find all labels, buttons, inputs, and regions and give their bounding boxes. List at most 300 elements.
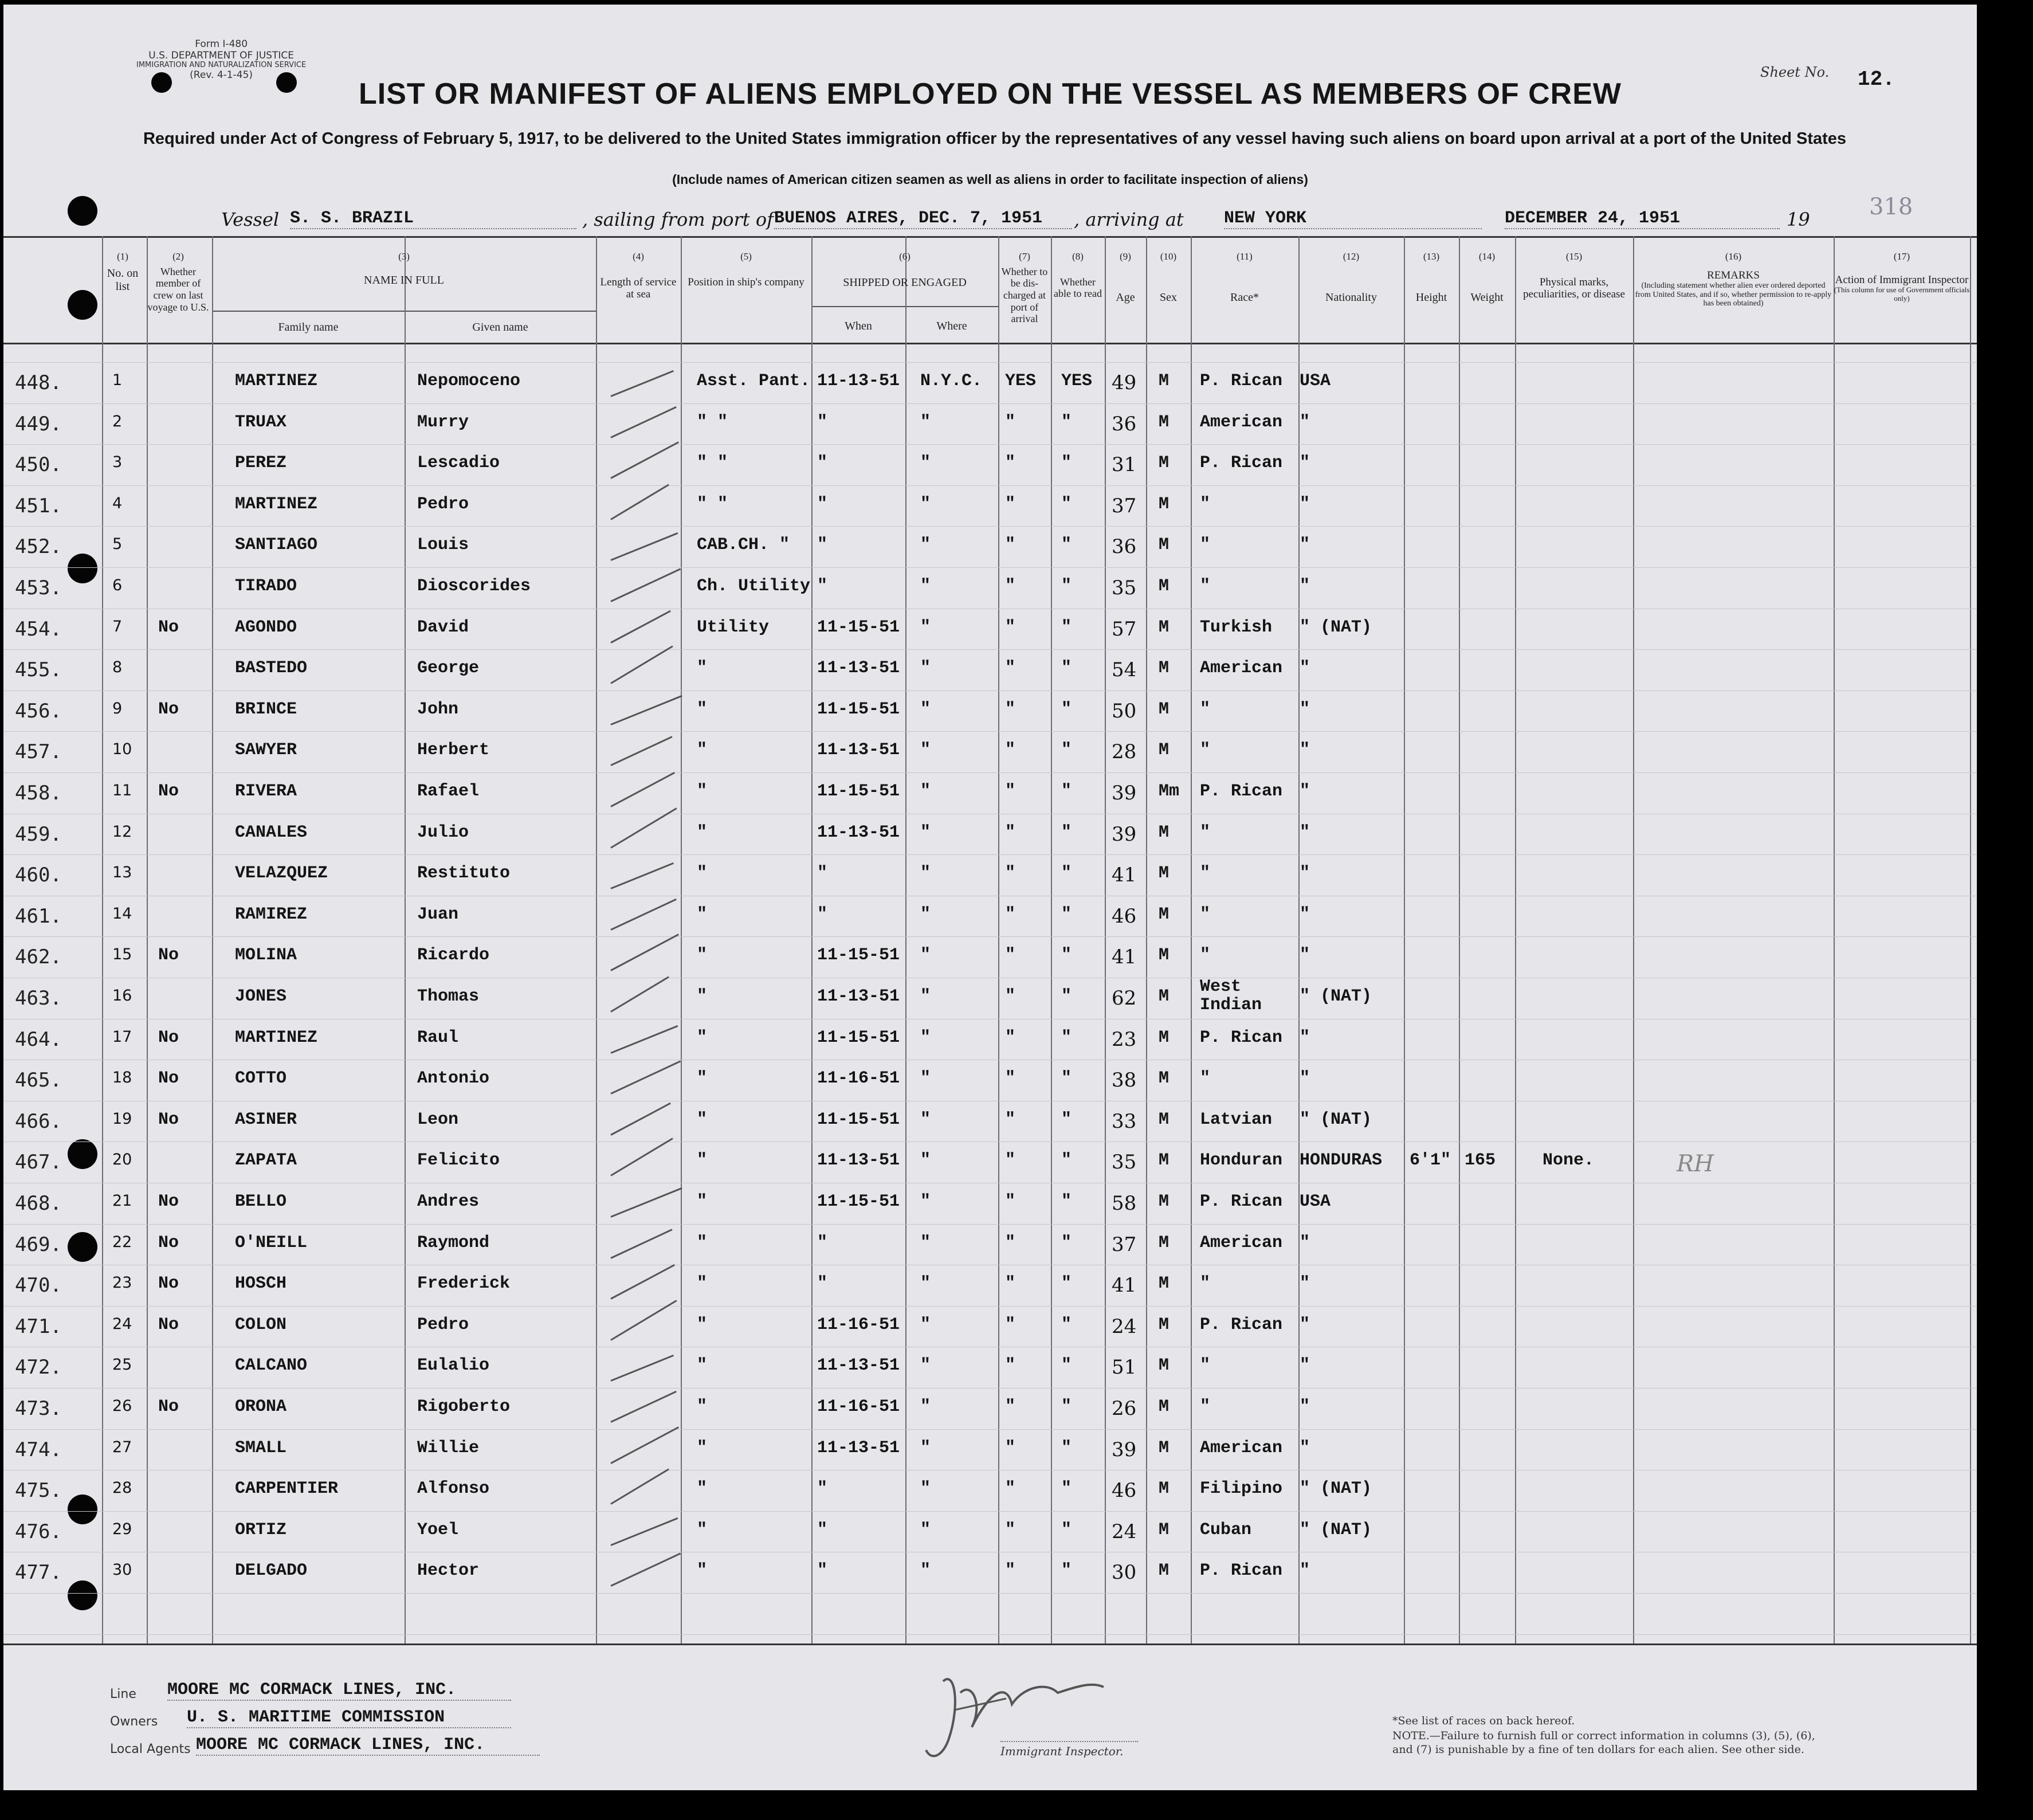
cell-line-number: 467. bbox=[15, 1151, 62, 1174]
cell-family-name: RIVERA bbox=[235, 782, 297, 801]
cell-discharged: " bbox=[1005, 1438, 1016, 1458]
cell-given-name: Yoel bbox=[417, 1520, 459, 1540]
row-rule bbox=[3, 1429, 1977, 1430]
pencil-check-mark bbox=[610, 532, 678, 561]
cell-weight: 165 bbox=[1465, 1151, 1496, 1170]
cell-nationality: " bbox=[1300, 1069, 1310, 1088]
cell-given-name: Raul bbox=[417, 1028, 459, 1048]
cell-line-number: 475. bbox=[15, 1479, 62, 1502]
cell-position: " " bbox=[697, 453, 728, 473]
cell-sex: M bbox=[1159, 576, 1169, 596]
cell-discharged: " bbox=[1005, 1397, 1016, 1417]
cell-age: 26 bbox=[1112, 1397, 1137, 1420]
cell-line-number: 466. bbox=[15, 1110, 62, 1133]
cell-sex: M bbox=[1159, 1520, 1169, 1540]
cell-able-to-read: " bbox=[1061, 1233, 1072, 1253]
cell-line-number: 471. bbox=[15, 1315, 62, 1338]
cell-nationality: HONDURAS bbox=[1300, 1151, 1383, 1170]
cell-age: 46 bbox=[1112, 1479, 1137, 1502]
cell-age: 36 bbox=[1112, 535, 1137, 558]
cell-given-name: Lescadio bbox=[417, 453, 500, 473]
form-department: U.S. DEPARTMENT OF JUSTICE bbox=[148, 49, 294, 61]
cell-position: " bbox=[697, 1397, 708, 1417]
column-rule bbox=[1633, 236, 1634, 1644]
cell-position: " bbox=[697, 905, 708, 924]
cell-shipped-where: " bbox=[920, 1069, 931, 1088]
cell-shipped-when: 11-15-51 bbox=[817, 782, 900, 801]
cell-sex: M bbox=[1159, 1438, 1169, 1458]
cell-given-name: Herbert bbox=[417, 740, 490, 760]
row-rule bbox=[3, 1224, 1977, 1225]
cell-previous-voyage: No bbox=[158, 1233, 179, 1253]
header-weight: (14) Weight bbox=[1470, 251, 1504, 304]
cell-age: 41 bbox=[1112, 864, 1137, 887]
cell-list-number: 19 bbox=[112, 1110, 132, 1128]
cell-line-number: 465. bbox=[15, 1069, 62, 1092]
cell-discharged: " bbox=[1005, 1356, 1016, 1375]
cell-age: 36 bbox=[1112, 413, 1137, 436]
cell-age: 50 bbox=[1112, 700, 1137, 723]
cell-shipped-when: 11-15-51 bbox=[817, 700, 900, 719]
cell-given-name: Leon bbox=[417, 1110, 459, 1129]
cell-height: 6'1" bbox=[1410, 1151, 1451, 1170]
header-discharged: (7) Whether to be dis-charged at port of arrival bbox=[1001, 251, 1048, 325]
cell-shipped-when: " bbox=[817, 1233, 828, 1253]
cell-list-number: 7 bbox=[112, 618, 123, 636]
cell-given-name: Rafael bbox=[417, 782, 480, 801]
cell-position: Asst. Pant. bbox=[697, 371, 811, 391]
cell-discharged: " bbox=[1005, 740, 1016, 760]
sheet-label: Sheet No. bbox=[1760, 64, 1830, 80]
cell-sex: M bbox=[1159, 1315, 1169, 1335]
cell-nationality: " bbox=[1300, 1028, 1310, 1048]
cell-line-number: 463. bbox=[15, 987, 62, 1010]
cell-list-number: 28 bbox=[112, 1479, 132, 1497]
cell-sex: M bbox=[1159, 864, 1169, 883]
cell-able-to-read: " bbox=[1061, 535, 1072, 555]
column-rule bbox=[1191, 236, 1192, 1644]
cell-line-number: 476. bbox=[15, 1520, 62, 1543]
cell-family-name: HOSCH bbox=[235, 1274, 287, 1293]
cell-list-number: 16 bbox=[112, 987, 132, 1005]
cell-race: P. Rican bbox=[1200, 1315, 1283, 1335]
cell-sex: M bbox=[1159, 1479, 1169, 1499]
cell-race: American bbox=[1200, 1233, 1283, 1253]
cell-sex: M bbox=[1159, 1192, 1169, 1211]
cell-discharged: " bbox=[1005, 576, 1016, 596]
cell-family-name: PEREZ bbox=[235, 453, 287, 473]
form-number: Form I-480 bbox=[195, 38, 248, 50]
cell-shipped-when: 11-13-51 bbox=[817, 740, 900, 760]
cell-family-name: TRUAX bbox=[235, 413, 287, 432]
cell-discharged: YES bbox=[1005, 371, 1037, 391]
cell-shipped-where: " bbox=[920, 946, 931, 965]
cell-shipped-when: " bbox=[817, 1479, 828, 1499]
cell-discharged: " bbox=[1005, 782, 1016, 801]
cell-position: " bbox=[697, 864, 708, 883]
cell-line-number: 469. bbox=[15, 1233, 62, 1256]
cell-family-name: O'NEILL bbox=[235, 1233, 308, 1253]
cell-race: P. Rican bbox=[1200, 1192, 1283, 1211]
cell-line-number: 464. bbox=[15, 1028, 62, 1051]
cell-list-number: 13 bbox=[112, 864, 132, 881]
cell-given-name: Pedro bbox=[417, 1315, 469, 1335]
header-inspector-action: (17) Action of Immigrant Inspector (This column for use of Government officials only) bbox=[1834, 251, 1970, 303]
cell-nationality: " bbox=[1300, 1274, 1310, 1293]
cell-shipped-where: " bbox=[920, 576, 931, 596]
cell-shipped-where: " bbox=[920, 1479, 931, 1499]
cell-shipped-where: " bbox=[920, 1438, 931, 1458]
header-length-of-service: (4) Length of service at sea bbox=[600, 251, 677, 301]
header-nationality: (12) Nationality bbox=[1325, 251, 1377, 304]
cell-list-number: 29 bbox=[112, 1520, 132, 1538]
cell-list-number: 6 bbox=[112, 576, 123, 594]
cell-list-number: 12 bbox=[112, 823, 132, 841]
cell-able-to-read: " bbox=[1061, 1315, 1072, 1335]
cell-given-name: Juan bbox=[417, 905, 459, 924]
cell-able-to-read: " bbox=[1061, 495, 1072, 514]
cell-previous-voyage: No bbox=[158, 782, 179, 801]
cell-family-name: ORTIZ bbox=[235, 1520, 287, 1540]
cell-line-number: 456. bbox=[15, 700, 62, 723]
cell-position: " bbox=[697, 700, 708, 719]
cell-age: 57 bbox=[1112, 618, 1137, 641]
cell-age: 46 bbox=[1112, 905, 1137, 928]
cell-nationality: " bbox=[1300, 1233, 1310, 1253]
pencil-check-mark bbox=[610, 899, 676, 931]
cell-age: 24 bbox=[1112, 1315, 1137, 1338]
cell-able-to-read: " bbox=[1061, 782, 1072, 801]
cell-sex: M bbox=[1159, 1561, 1169, 1580]
column-rule bbox=[998, 236, 999, 1644]
cell-able-to-read: YES bbox=[1061, 371, 1093, 391]
cell-list-number: 15 bbox=[112, 946, 132, 963]
column-rule bbox=[1404, 236, 1405, 1644]
column-rule bbox=[596, 236, 597, 1644]
stamp-number: 318 bbox=[1869, 194, 1913, 220]
cell-shipped-when: 11-15-51 bbox=[817, 1028, 900, 1048]
row-rule bbox=[3, 936, 1977, 937]
cell-given-name: Felicito bbox=[417, 1151, 500, 1170]
cell-given-name: John bbox=[417, 700, 459, 719]
cell-nationality: " (NAT) bbox=[1300, 618, 1372, 637]
cell-list-number: 4 bbox=[112, 495, 123, 512]
footnote-penalty: NOTE.—Failure to furnish full or correct information in columns (3), (5), (6), and (7) is punishable by a fine of ten dollars for each alien. See other side. bbox=[1392, 1729, 1815, 1756]
cell-able-to-read: " bbox=[1061, 1520, 1072, 1540]
cell-sex: M bbox=[1159, 1028, 1169, 1048]
cell-line-number: 458. bbox=[15, 782, 62, 805]
cell-line-number: 448. bbox=[15, 371, 62, 394]
column-rule bbox=[1834, 236, 1835, 1644]
cell-shipped-where: " bbox=[920, 905, 931, 924]
cell-sex: M bbox=[1159, 700, 1169, 719]
cell-discharged: " bbox=[1005, 1274, 1016, 1293]
cell-sex: M bbox=[1159, 535, 1169, 555]
cell-able-to-read: " bbox=[1061, 1397, 1072, 1417]
cell-race: " bbox=[1200, 864, 1211, 883]
cell-family-name: DELGADO bbox=[235, 1561, 308, 1580]
column-rule bbox=[147, 236, 148, 1644]
cell-shipped-where: " bbox=[920, 535, 931, 555]
header-physical-marks: (15) Physical marks, peculiarities, or disease bbox=[1523, 251, 1625, 301]
binder-hole bbox=[68, 1580, 97, 1610]
row-rule bbox=[3, 485, 1977, 486]
cell-race: Filipino bbox=[1200, 1479, 1283, 1499]
cell-nationality: " bbox=[1300, 453, 1310, 473]
cell-race: " bbox=[1200, 905, 1211, 924]
cell-list-number: 9 bbox=[112, 700, 123, 717]
cell-line-number: 474. bbox=[15, 1438, 62, 1461]
cell-shipped-when: " bbox=[817, 1274, 828, 1293]
cell-age: 35 bbox=[1112, 576, 1137, 599]
cell-age: 30 bbox=[1112, 1561, 1137, 1584]
column-rule bbox=[1051, 236, 1052, 1644]
cell-race: " bbox=[1200, 1397, 1211, 1417]
cell-shipped-where: " bbox=[920, 1151, 931, 1170]
cell-family-name: ASINER bbox=[235, 1110, 297, 1129]
cell-shipped-when: " bbox=[817, 453, 828, 473]
cell-discharged: " bbox=[1005, 1151, 1016, 1170]
header-sex: (10) Sex bbox=[1160, 251, 1177, 304]
cell-shipped-when: 11-13-51 bbox=[817, 1438, 900, 1458]
cell-family-name: BELLO bbox=[235, 1192, 287, 1211]
cell-able-to-read: " bbox=[1061, 740, 1072, 760]
cell-nationality: " (NAT) bbox=[1300, 1479, 1372, 1499]
cell-position: " bbox=[697, 1438, 708, 1458]
cell-list-number: 21 bbox=[112, 1192, 132, 1210]
cell-family-name: MOLINA bbox=[235, 946, 297, 965]
column-rule bbox=[1970, 236, 1971, 1644]
cell-list-number: 22 bbox=[112, 1233, 132, 1251]
cell-sex: M bbox=[1159, 1110, 1169, 1129]
arriving-at: NEW YORK bbox=[1224, 209, 1482, 229]
cell-shipped-where: " bbox=[920, 1520, 931, 1540]
footer-agents-value: MOORE MC CORMACK LINES, INC. bbox=[196, 1735, 540, 1756]
cell-shipped-where: " bbox=[920, 740, 931, 760]
cell-discharged: " bbox=[1005, 413, 1016, 432]
cell-position: Utility bbox=[697, 618, 770, 637]
table-top-rule bbox=[3, 236, 1977, 238]
cell-shipped-when: " bbox=[817, 1561, 828, 1580]
cell-position: " bbox=[697, 1356, 708, 1375]
cell-discharged: " bbox=[1005, 1069, 1016, 1088]
cell-nationality: " (NAT) bbox=[1300, 1110, 1372, 1129]
table-header-rule bbox=[3, 343, 1977, 344]
cell-position: " " bbox=[697, 495, 728, 514]
cell-race: American bbox=[1200, 413, 1283, 432]
cell-age: 39 bbox=[1112, 1438, 1137, 1461]
cell-shipped-where: " bbox=[920, 618, 931, 637]
cell-shipped-when: " bbox=[817, 864, 828, 883]
form-id-block bbox=[136, 39, 306, 81]
arrival-date: DECEMBER 24, 1951 bbox=[1505, 209, 1780, 229]
cell-previous-voyage: No bbox=[158, 1315, 179, 1335]
cell-line-number: 451. bbox=[15, 495, 62, 517]
cell-position: " bbox=[697, 946, 708, 965]
cell-age: 39 bbox=[1112, 782, 1137, 805]
cell-age: 37 bbox=[1112, 495, 1137, 517]
column-rule bbox=[811, 236, 813, 1644]
cell-list-number: 26 bbox=[112, 1397, 132, 1415]
cell-sex: M bbox=[1159, 905, 1169, 924]
row-rule bbox=[3, 772, 1977, 773]
cell-line-number: 472. bbox=[15, 1356, 62, 1379]
row-rule bbox=[3, 1634, 1977, 1635]
cell-previous-voyage: No bbox=[158, 1028, 179, 1048]
cell-able-to-read: " bbox=[1061, 1356, 1072, 1375]
pencil-check-mark bbox=[610, 1553, 681, 1587]
pencil-check-mark bbox=[610, 1229, 672, 1259]
footer-agents-label: Local Agents bbox=[110, 1742, 191, 1756]
cell-age: 49 bbox=[1112, 371, 1137, 394]
cell-list-number: 17 bbox=[112, 1028, 132, 1046]
cell-able-to-read: " bbox=[1061, 864, 1072, 883]
column-rule bbox=[405, 236, 406, 1644]
cell-given-name: Frederick bbox=[417, 1274, 511, 1293]
cell-discharged: " bbox=[1005, 1561, 1016, 1580]
cell-able-to-read: " bbox=[1061, 1192, 1072, 1211]
cell-shipped-where: " bbox=[920, 782, 931, 801]
cell-able-to-read: " bbox=[1061, 413, 1072, 432]
cell-shipped-when: 11-15-51 bbox=[817, 618, 900, 637]
cell-family-name: ZAPATA bbox=[235, 1151, 297, 1170]
column-rule bbox=[212, 236, 213, 1644]
cell-shipped-when: " bbox=[817, 535, 828, 555]
cell-nationality: " bbox=[1300, 700, 1310, 719]
cell-given-name: Alfonso bbox=[417, 1479, 490, 1499]
header-height: (13) Height bbox=[1415, 251, 1447, 304]
year-suffix: 19 bbox=[1787, 209, 1810, 230]
cell-nationality: USA bbox=[1300, 371, 1331, 391]
cell-sex: M bbox=[1159, 495, 1169, 514]
cell-family-name: VELAZQUEZ bbox=[235, 864, 328, 883]
cell-nationality: " bbox=[1300, 782, 1310, 801]
cell-given-name: Raymond bbox=[417, 1233, 490, 1253]
cell-shipped-when: 11-13-51 bbox=[817, 1356, 900, 1375]
pencil-check-mark bbox=[610, 772, 675, 807]
cell-discharged: " bbox=[1005, 618, 1016, 637]
cell-able-to-read: " bbox=[1061, 618, 1072, 637]
cell-sex: M bbox=[1159, 1274, 1169, 1293]
pencil-check-mark bbox=[610, 568, 681, 602]
cell-shipped-when: 11-13-51 bbox=[817, 987, 900, 1006]
cell-shipped-where: " bbox=[920, 453, 931, 473]
cell-age: 23 bbox=[1112, 1028, 1137, 1051]
cell-sex: M bbox=[1159, 413, 1169, 432]
pencil-check-mark bbox=[610, 441, 679, 479]
cell-position: " bbox=[697, 1520, 708, 1540]
cell-given-name: Hector bbox=[417, 1561, 480, 1580]
cell-family-name: MARTINEZ bbox=[235, 495, 318, 514]
cell-position: Ch. Utility bbox=[697, 576, 811, 596]
cell-shipped-when: 11-16-51 bbox=[817, 1315, 900, 1335]
cell-shipped-when: 11-13-51 bbox=[817, 658, 900, 678]
cell-previous-voyage: No bbox=[158, 618, 179, 637]
cell-shipped-where: " bbox=[920, 1315, 931, 1335]
cell-race: American bbox=[1200, 1438, 1283, 1458]
cell-previous-voyage: No bbox=[158, 946, 179, 965]
cell-race: Cuban bbox=[1200, 1520, 1252, 1540]
column-rule bbox=[681, 236, 682, 1644]
cell-sex: M bbox=[1159, 1397, 1169, 1417]
footer-line-value: MOORE MC CORMACK LINES, INC. bbox=[167, 1680, 511, 1701]
cell-line-number: 468. bbox=[15, 1192, 62, 1215]
cell-able-to-read: " bbox=[1061, 453, 1072, 473]
cell-race: West Indian bbox=[1200, 977, 1262, 1015]
row-rule bbox=[3, 731, 1977, 732]
row-rule bbox=[3, 362, 1977, 363]
cell-line-number: 460. bbox=[15, 864, 62, 887]
header-race: (11) Race* bbox=[1230, 251, 1259, 304]
cell-shipped-where: " bbox=[920, 1397, 931, 1417]
pencil-check-mark bbox=[610, 695, 682, 725]
cell-physical-marks: None. bbox=[1543, 1151, 1595, 1170]
cell-shipped-when: 11-13-51 bbox=[817, 371, 900, 391]
cell-family-name: CANALES bbox=[235, 823, 308, 842]
cell-shipped-when: 11-13-51 bbox=[817, 823, 900, 842]
cell-line-number: 453. bbox=[15, 576, 62, 599]
cell-given-name: George bbox=[417, 658, 480, 678]
arriving-label: , arriving at bbox=[1074, 209, 1184, 230]
row-rule bbox=[3, 649, 1977, 650]
cell-line-number: 452. bbox=[15, 535, 62, 558]
cell-list-number: 24 bbox=[112, 1315, 132, 1333]
cell-able-to-read: " bbox=[1061, 1561, 1072, 1580]
cell-able-to-read: " bbox=[1061, 946, 1072, 965]
cell-discharged: " bbox=[1005, 1192, 1016, 1211]
cell-given-name: Thomas bbox=[417, 987, 480, 1006]
cell-discharged: " bbox=[1005, 658, 1016, 678]
cell-family-name: BRINCE bbox=[235, 700, 297, 719]
sailing-from: BUENOS AIRES, DEC. 7, 1951 bbox=[774, 209, 1072, 229]
cell-age: 28 bbox=[1112, 740, 1137, 763]
pencil-check-mark bbox=[610, 1391, 676, 1423]
cell-sex: M bbox=[1159, 1233, 1169, 1253]
pencil-check-mark bbox=[610, 484, 669, 520]
footnote-races: *See list of races on back hereof. bbox=[1392, 1715, 1575, 1727]
cell-race: " bbox=[1200, 495, 1211, 514]
binder-hole bbox=[68, 1232, 97, 1262]
cell-nationality: " bbox=[1300, 905, 1310, 924]
cell-race: " bbox=[1200, 1069, 1211, 1088]
vessel-label: Vessel bbox=[221, 209, 280, 230]
cell-discharged: " bbox=[1005, 905, 1016, 924]
pencil-check-mark bbox=[610, 736, 672, 766]
cell-family-name: SAWYER bbox=[235, 740, 297, 760]
cell-sex: M bbox=[1159, 453, 1169, 473]
cell-list-number: 30 bbox=[112, 1561, 132, 1579]
cell-previous-voyage: No bbox=[158, 1069, 179, 1088]
cell-line-number: 450. bbox=[15, 453, 62, 476]
cell-discharged: " bbox=[1005, 700, 1016, 719]
vessel-name: S. S. BRAZIL bbox=[290, 209, 576, 229]
cell-nationality: " bbox=[1300, 535, 1310, 555]
cell-shipped-when: " bbox=[817, 1520, 828, 1540]
cell-previous-voyage: No bbox=[158, 1397, 179, 1417]
cell-shipped-where: " bbox=[920, 1356, 931, 1375]
row-rule bbox=[3, 526, 1977, 527]
row-rule bbox=[3, 444, 1977, 445]
cell-list-number: 2 bbox=[112, 413, 123, 430]
cell-given-name: David bbox=[417, 618, 469, 637]
cell-nationality: " bbox=[1300, 576, 1310, 596]
inspector-label: Immigrant Inspector. bbox=[1000, 1741, 1138, 1758]
cell-nationality: " bbox=[1300, 1397, 1310, 1417]
cell-list-number: 14 bbox=[112, 905, 132, 923]
cell-given-name: Ricardo bbox=[417, 946, 490, 965]
pencil-check-mark bbox=[610, 1103, 671, 1136]
cell-nationality: " (NAT) bbox=[1300, 1520, 1372, 1540]
